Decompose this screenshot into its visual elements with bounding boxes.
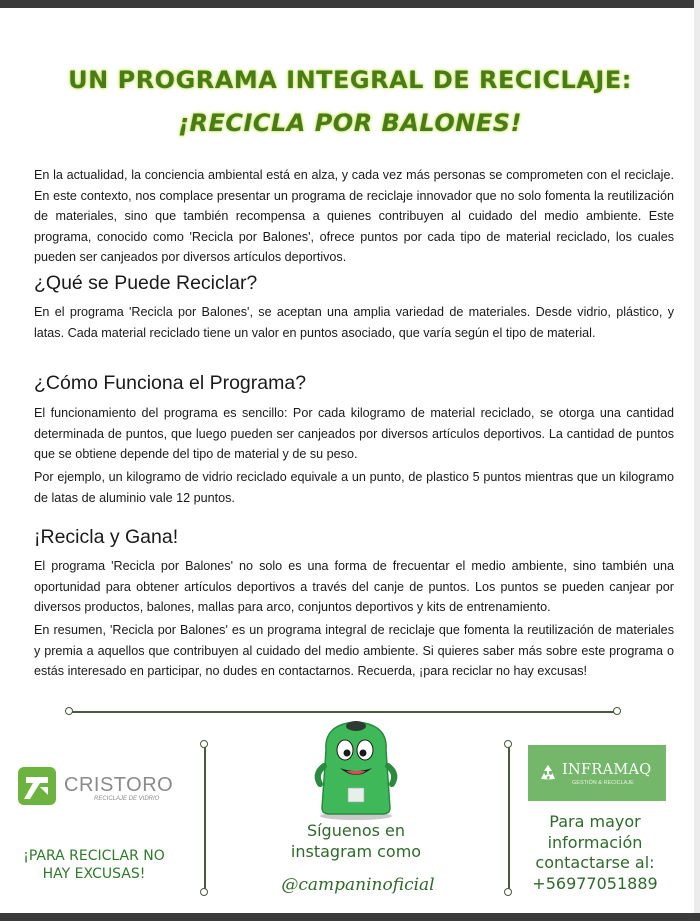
- section-how-paragraph-2: Por ejemplo, un kilogramo de vidrio reciclado equivale a un punto, de plastico 5 puntos mientras que un kilogramo de latas de aluminio vale 12 puntos.: [34, 470, 674, 505]
- slogan-text: ¡PARA RECICLAR NO HAY EXCUSAS!: [23, 848, 165, 882]
- divider-dot-left: [65, 707, 73, 715]
- instagram-follow-text: Síguenos en instagram como: [290, 821, 422, 861]
- page-title-line2: ¡RECICLA POR BALONES!: [178, 109, 522, 137]
- divider-dot-right: [613, 707, 621, 715]
- cristoro-name: CRISTORO: [64, 774, 174, 796]
- vertical-divider-left: [204, 745, 206, 891]
- top-border: [0, 0, 700, 8]
- cristoro-logo-icon: [16, 765, 60, 807]
- section-heading-how: ¿Cómo Funciona el Programa?: [34, 372, 307, 394]
- vdivider-right-dot-bottom: [504, 888, 512, 896]
- cristoro-logo: [16, 765, 176, 807]
- contact-text: Para mayor información contactarse al: +56977051889: [532, 812, 658, 893]
- right-border: [694, 0, 700, 921]
- inframaq-logo: [528, 745, 666, 801]
- vdivider-right-dot-top: [504, 740, 512, 748]
- bottom-border: [0, 913, 700, 921]
- section-how-paragraph-1: El funcionamiento del programa es sencillo: Por cada kilogramo de material reciclado, se otorga una cantidad determinada de puntos, que luego pueden ser canjeados por diversos artículos deportivos. La cantidad de puntos que se obtiene depende del tipo de material y de su peso.: [34, 406, 674, 461]
- section-heading-what: ¿Qué se Puede Reciclar?: [34, 272, 258, 294]
- section-win-paragraph-1: El programa 'Recicla por Balones' no solo es una forma de frecuentar el medio ambiente, sino también una oportunidad para obtener artículos deportivos a través del canje de puntos. Los puntos se pueden canjear por diversos productos, balones, mallas para arco, conjuntos deportivos y kits de entrenamiento.: [34, 559, 674, 614]
- inframaq-tagline: GESTIÓN & RECICLAJE: [572, 780, 634, 786]
- vdivider-left-dot-bottom: [200, 888, 208, 896]
- section-heading-win: ¡Recicla y Gana!: [34, 526, 179, 548]
- intro-paragraph: En la actualidad, la conciencia ambiental está en alza, y cada vez más personas se comprometen con el reciclaje. En este contexto, nos complace presentar un programa de reciclaje innovador que no solo fomenta la reutilización de materiales, sino que también recompensa a quienes contribuyen al cuidado del medio ambiente. Este programa, conocido como 'Recicla por Balones', ofrece puntos por cada tipo de material reciclado, los cuales pueden ser canjeados por diversos artículos deportivos.: [34, 168, 674, 264]
- horizontal-divider: [70, 711, 618, 713]
- vdivider-left-dot-top: [200, 740, 208, 748]
- recycling-bin-mascot: [312, 716, 400, 820]
- recycle-icon: [538, 763, 558, 783]
- cristoro-tagline: RECICLAJE DE VIDRIO: [94, 796, 160, 802]
- instagram-handle[interactable]: @campaninoficial: [281, 875, 435, 895]
- section-what-paragraph: En el programa 'Recicla por Balones', se aceptan una amplia variedad de materiales. Desde vidrio, plástico, y latas. Cada material reciclado tiene un valor en puntos asociado, que varía según el tipo de material.: [34, 305, 674, 340]
- section-win-paragraph-2: En resumen, 'Recicla por Balones' es un programa integral de reciclaje que fomenta la reutilización de materiales y premia a aquellos que contribuyen al cuidado del medio ambiente. Si quieres saber más sobre este programa o estás interesado en participar, no dudes en contactarnos. Recuerda, ¡para reciclar no hay excusas!: [34, 623, 674, 678]
- inframaq-name: INFRAMAQ: [562, 762, 652, 778]
- vertical-divider-right: [508, 745, 510, 891]
- page-title-line1: UN PROGRAMA INTEGRAL DE RECICLAJE:: [68, 66, 632, 94]
